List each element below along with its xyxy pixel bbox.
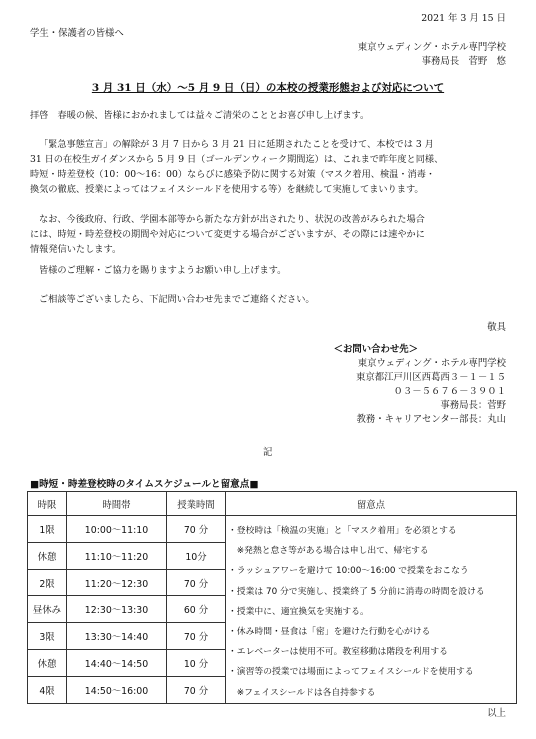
header-notes: 留意点	[226, 492, 517, 516]
ki-marker: 記	[263, 447, 273, 458]
contact-heading: ＜お問い合わせ先＞	[333, 344, 418, 355]
cell-period: 昼休み	[28, 596, 67, 623]
text-line: ※発熱と怠さ等がある場合は申し出て、帰宅する	[228, 546, 429, 557]
contact-line: 東京ウェディング・ホテル専門学校	[357, 358, 506, 369]
cell-time: 10:00～11:10	[67, 516, 167, 543]
text-line: ・授業中に、適宜換気を実施する。	[228, 606, 369, 617]
header-duration: 授業時間	[167, 492, 226, 516]
notes-list	[226, 516, 516, 703]
notes-cell	[226, 516, 517, 704]
contact-line: 東京都江戸川区西葛西３－１－１５	[355, 372, 506, 383]
text-line: 「緊急事態宣言」の解除が 3 月 7 日から 3 月 21 日に延期されたことを受けて、本校では 3 月	[39, 139, 434, 150]
text-line: ※フェイスシールドは各自持参する	[228, 687, 376, 698]
cell-duration: 70 分	[167, 676, 226, 703]
cell-duration: 70 分	[167, 516, 226, 543]
document-date: 2021 年 3 月 15 日	[421, 13, 506, 24]
cell-period: 4限	[28, 676, 67, 703]
text-line: ・エレベーターは使用不可。教室移動は階段を利用する	[228, 647, 448, 658]
cell-period: 3限	[28, 623, 67, 650]
text-line: ・授業は 70 分で実施し、授業終了 5 分前に消毒の時間を設ける	[228, 586, 485, 597]
text-line: 時短・時差登校（10：00～16：00）ならびに感染予防に関する対策（マスク着用、検温・消毒・	[30, 169, 436, 180]
cell-time: 14:50～16:00	[67, 676, 167, 703]
contact-block	[334, 343, 506, 427]
cell-period: 1限	[28, 516, 67, 543]
text-line: には、時短・時差登校の期間や対応について変更する場合がございますが、その際には速やかに	[30, 229, 425, 240]
recipient: 学生・保護者の皆様へ	[30, 28, 124, 39]
contact-line: 教務・キャリアセンター部長：丸山	[356, 414, 506, 425]
paragraph-notice	[30, 212, 506, 257]
cell-duration: 70 分	[167, 623, 226, 650]
cell-duration: 10 分	[167, 650, 226, 677]
header-period: 時限	[28, 492, 67, 516]
paragraph-request	[30, 263, 506, 278]
text-line: 換気の徹底、授業によってはフェイスシールドを使用する等）を継続して実施してまいります。	[30, 184, 424, 195]
cell-duration: 10分	[167, 542, 226, 569]
text-line: ご相談等ございましたら、下記問い合わせ先までご連絡ください。	[39, 294, 315, 305]
contact-phone: ０３－５６７６－３９０１	[393, 386, 506, 397]
cell-time: 12:30～13:30	[67, 596, 167, 623]
paragraph-main	[30, 137, 506, 197]
cell-period: 休憩	[28, 542, 67, 569]
text-line: 皆様のご理解・ご協力を賜りますようお願い申し上げます。	[39, 265, 287, 276]
cell-time: 14:40～14:50	[67, 650, 167, 677]
cell-time: 13:30～14:40	[67, 623, 167, 650]
text-line: 31 日の在校生ガイダンスから 5 月 9 日（ゴールデンウィーク期間迄）は、これまで昨年度と同様、	[30, 154, 444, 165]
header-time: 時間帯	[67, 492, 167, 516]
cell-time: 11:10～11:20	[67, 542, 167, 569]
text-line: ・ラッシュアワーを避けて 10:00～16:00 で授業をおこなう	[228, 566, 469, 577]
text-line: ・登校時は「検温の実施」と「マスク着用」を必須とする	[228, 526, 457, 536]
paragraph-greeting	[30, 108, 506, 123]
closing-ijou: 以上	[487, 708, 506, 719]
text-line: なお、今後政府、行政、学園本部等から新たな方針が出されたり、状況の改善がみられた場合	[39, 214, 425, 225]
text-line: ・演習等の授業では場面によってフェイスシールドを使用する	[228, 667, 474, 678]
table-header-row	[28, 492, 517, 516]
cell-period: 休憩	[28, 650, 67, 677]
table-row	[28, 516, 517, 543]
document-title: 3 月 31 日（水）～5 月 9 日（日）の本校の授業形態および対応について	[91, 82, 445, 94]
text-line: ・休み時間・昼食は「密」を避けた行動を心がける	[228, 627, 431, 638]
text-line: 拝啓 春暖の候、皆様におかれましては益々ご清栄のこととお喜び申し上げます。	[30, 110, 370, 121]
schedule-title: ■時短・時差登校時のタイムスケジュールと留意点■	[30, 479, 259, 490]
closing-keigu: 敬具	[487, 322, 506, 333]
cell-period: 2限	[28, 569, 67, 596]
contact-line: 事務局長：菅野	[440, 400, 506, 411]
text-line: 情報発信いたします。	[30, 244, 122, 255]
schedule-table	[27, 491, 517, 704]
paragraph-contact-note	[30, 292, 506, 307]
sender-name: 事務局長 菅野 悠	[421, 56, 506, 67]
cell-duration: 60 分	[167, 596, 226, 623]
cell-duration: 70 分	[167, 569, 226, 596]
cell-time: 11:20～12:30	[67, 569, 167, 596]
school-name: 東京ウェディング・ホテル専門学校	[357, 42, 506, 53]
